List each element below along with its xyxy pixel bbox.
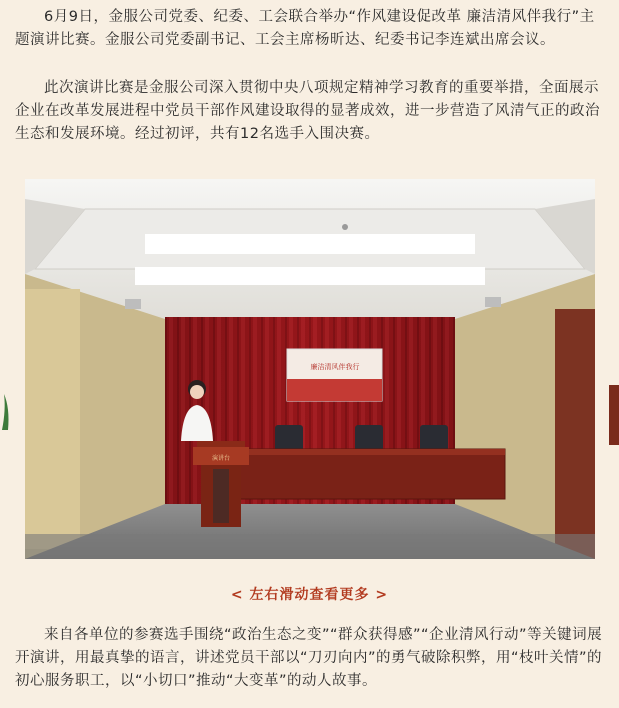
paragraph-background: 此次演讲比赛是金服公司深入贯彻中央八项规定精神学习教育的重要举措，全面展示企业在改革发展进程中党员干部作风建设取得的显著成效，进一步营造了风清气正的政治生态和发展环境。经过初评，共有12名选手入围决赛。 (15, 80, 600, 142)
speech-contest-photo[interactable] (25, 179, 595, 559)
paragraph-speeches: 来自各单位的参赛选手围绕“政治生态之变”“群众获得感”“企业清风行动”等关键词展开演讲，用最真挚的语言，讲述党员干部以“刀刃向内”的勇气破除积弊，用“枝叶关情”的初心服务职工，以“小切口”推动“大变革”的动人故事。 (15, 627, 603, 689)
screen-text: 廉洁清风伴我行 (310, 363, 360, 371)
photo-scene (25, 179, 595, 559)
swipe-hint[interactable]: < 左右滑动查看更多 > (230, 587, 389, 603)
door-edge (609, 385, 619, 445)
plant-decoration (0, 390, 14, 430)
podium-text: 演讲台 (211, 455, 231, 462)
paragraph-intro: 6月9日，金服公司党委、纪委、工会联合举办“作风建设促改革 廉洁清风伴我行”主题演讲比赛。金服公司党委副书记、工会主席杨昕达、纪委书记李连斌出席会议。 (15, 9, 595, 48)
